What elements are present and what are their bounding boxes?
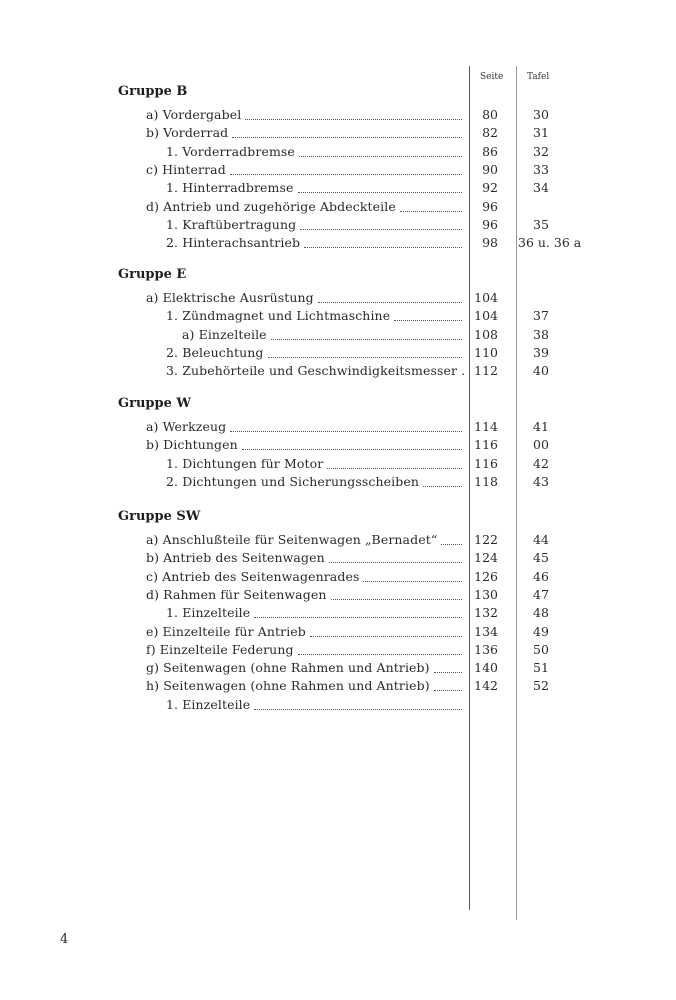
plate-reference: 41 (533, 419, 549, 434)
plate-reference: 47 (533, 586, 549, 602)
toc-entry-label: a) Einzelteile (182, 326, 267, 342)
plate-reference: 49 (533, 623, 549, 639)
dot-leader (268, 357, 462, 358)
dot-leader (310, 636, 462, 637)
dot-leader (400, 211, 462, 212)
group-title: Gruppe E (118, 267, 187, 282)
dot-leader (232, 137, 462, 138)
page-reference: 114 (474, 419, 498, 434)
plate-reference: 32 (533, 143, 549, 159)
dot-leader (434, 672, 462, 673)
dot-leader (298, 192, 462, 193)
dot-leader (318, 302, 462, 303)
toc-entry (0, 198, 676, 216)
toc-entry (0, 124, 676, 142)
dot-leader (254, 709, 462, 710)
toc-entry-label: e) Einzelteile für Antrieb (146, 623, 306, 639)
dot-leader (271, 339, 462, 340)
toc-entry (0, 549, 676, 567)
page-reference: 108 (474, 326, 498, 342)
plate-reference: 31 (533, 125, 549, 141)
page-reference: 110 (474, 344, 498, 360)
page-reference: 130 (474, 586, 498, 602)
page-reference: 116 (474, 455, 498, 471)
page-reference: 118 (474, 473, 498, 489)
page-reference: 90 (482, 161, 498, 177)
dot-leader (242, 449, 462, 450)
dot-leader (331, 599, 462, 600)
toc-entry (0, 677, 676, 695)
toc-entry-label: a) Vordergabel (146, 107, 242, 122)
plate-reference: 42 (533, 455, 549, 471)
plate-reference: 33 (533, 161, 549, 177)
toc-entry-label: g) Seitenwagen (ohne Rahmen und Antrieb) (146, 660, 430, 676)
toc-entry (0, 531, 676, 549)
toc-entry (0, 307, 676, 325)
toc-entry (0, 179, 676, 197)
plate-reference: 48 (533, 605, 549, 621)
toc-entry (0, 143, 676, 161)
plate-reference: 39 (533, 344, 549, 360)
toc-entry (0, 696, 676, 714)
toc-entry-label: c) Hinterrad (146, 161, 226, 177)
dot-leader (363, 581, 462, 582)
toc-entry-label: 1. Einzelteile (166, 605, 251, 621)
toc-entry-label: d) Antrieb und zugehörige Abdeckteile (146, 198, 396, 214)
plate-reference: 37 (533, 308, 549, 324)
toc-entry-label: a) Werkzeug (146, 419, 227, 434)
plate-reference: 40 (533, 363, 549, 379)
toc-entry (0, 289, 676, 307)
dot-leader (441, 544, 462, 545)
plate-reference: 38 (533, 326, 549, 342)
dot-leader (298, 654, 462, 655)
page-reference: 126 (474, 568, 498, 584)
dot-leader (329, 562, 462, 563)
dot-leader (230, 431, 462, 432)
page-reference: 116 (474, 437, 498, 453)
plate-reference: 00 (533, 437, 549, 453)
toc-entry (0, 216, 676, 234)
toc-entry-label: b) Antrieb des Seitenwagen (146, 550, 325, 566)
dot-leader (300, 229, 462, 230)
toc-entry (0, 326, 676, 344)
toc-entry (0, 604, 676, 622)
toc-entry (0, 641, 676, 659)
dot-leader (394, 320, 462, 321)
toc-entry-label: 1. Hinterradbremse (166, 180, 294, 196)
toc-entry-label: 3. Zubehörteile und Geschwindigkeitsmesser . (166, 363, 466, 379)
page-reference: 104 (474, 290, 498, 305)
toc-entry (0, 418, 676, 436)
toc-entry-label: 2. Beleuchtung (166, 344, 264, 360)
toc-entry (0, 568, 676, 586)
toc-entry-label: 2. Hinterachsantrieb (166, 235, 301, 251)
toc-entry (0, 473, 676, 491)
toc-entry-label: d) Rahmen für Seitenwagen (146, 586, 327, 602)
plate-reference: 52 (533, 678, 549, 694)
page-reference: 140 (474, 660, 498, 676)
group-title: Gruppe W (118, 396, 191, 411)
page-reference: 134 (474, 623, 498, 639)
toc-entry (0, 623, 676, 641)
plate-reference: 45 (533, 550, 549, 566)
page-reference: 122 (474, 532, 498, 547)
dot-leader (434, 690, 462, 691)
toc-entry (0, 659, 676, 677)
toc-entry-label: 1. Vorderradbremse (166, 143, 295, 159)
dot-leader (230, 174, 462, 175)
plate-reference: 51 (533, 660, 549, 676)
plate-reference: 30 (533, 107, 549, 122)
toc-entry (0, 436, 676, 454)
toc-entry-label: b) Dichtungen (146, 437, 238, 453)
group-title: Gruppe B (118, 84, 188, 99)
toc-entry-label: b) Vorderrad (146, 125, 229, 141)
plate-reference: 43 (533, 473, 549, 489)
toc-entry-label: h) Seitenwagen (ohne Rahmen und Antrieb) (146, 678, 430, 694)
page-reference: 136 (474, 641, 498, 657)
page-reference: 142 (474, 678, 498, 694)
page-reference: 98 (482, 235, 498, 251)
page-reference: 92 (482, 180, 498, 196)
plate-reference: 44 (533, 532, 549, 547)
page-reference: 132 (474, 605, 498, 621)
dot-leader (327, 468, 462, 469)
toc-entry (0, 106, 676, 124)
page-reference: 104 (474, 308, 498, 324)
dot-leader (423, 486, 462, 487)
toc-entry-label: 1. Dichtungen für Motor (166, 455, 324, 471)
plate-reference: 34 (533, 180, 549, 196)
page-reference: 112 (474, 363, 498, 379)
tafel-column-header: Tafel (527, 72, 550, 82)
toc-entry (0, 234, 676, 252)
toc-entry-label: a) Elektrische Ausrüstung (146, 290, 314, 305)
plate-reference: 36 u. 36 a (518, 235, 582, 251)
page-reference: 82 (482, 125, 498, 141)
toc-entry-label: a) Anschlußteile für Seitenwagen „Bernadet“ (146, 532, 438, 547)
page-number: 4 (60, 932, 69, 947)
toc-entry (0, 586, 676, 604)
toc-entry-label: 2. Dichtungen und Sicherungsscheiben (166, 473, 420, 489)
group-title: Gruppe SW (118, 509, 201, 524)
page-reference: 124 (474, 550, 498, 566)
plate-reference: 50 (533, 641, 549, 657)
dot-leader (245, 119, 462, 120)
toc-entry-label: 1. Einzelteile (166, 696, 251, 712)
toc-entry (0, 344, 676, 362)
toc-entry-label: f) Einzelteile Federung (146, 641, 294, 657)
toc-entry (0, 455, 676, 473)
seite-column-header: Seite (480, 72, 504, 82)
toc-entry-label: 1. Zündmagnet und Lichtmaschine (166, 308, 391, 324)
plate-reference: 46 (533, 568, 549, 584)
toc-entry-label: c) Antrieb des Seitenwagenrades (146, 568, 360, 584)
page-reference: 96 (482, 216, 498, 232)
toc-entry-label: 1. Kraftübertragung (166, 216, 297, 232)
dot-leader (304, 247, 462, 248)
page-reference: 96 (482, 198, 498, 214)
dot-leader (254, 617, 462, 618)
toc-entry (0, 362, 676, 380)
page-reference: 80 (482, 107, 498, 122)
dot-leader (299, 156, 462, 157)
toc-entry (0, 161, 676, 179)
page-reference: 86 (482, 143, 498, 159)
plate-reference: 35 (533, 216, 549, 232)
